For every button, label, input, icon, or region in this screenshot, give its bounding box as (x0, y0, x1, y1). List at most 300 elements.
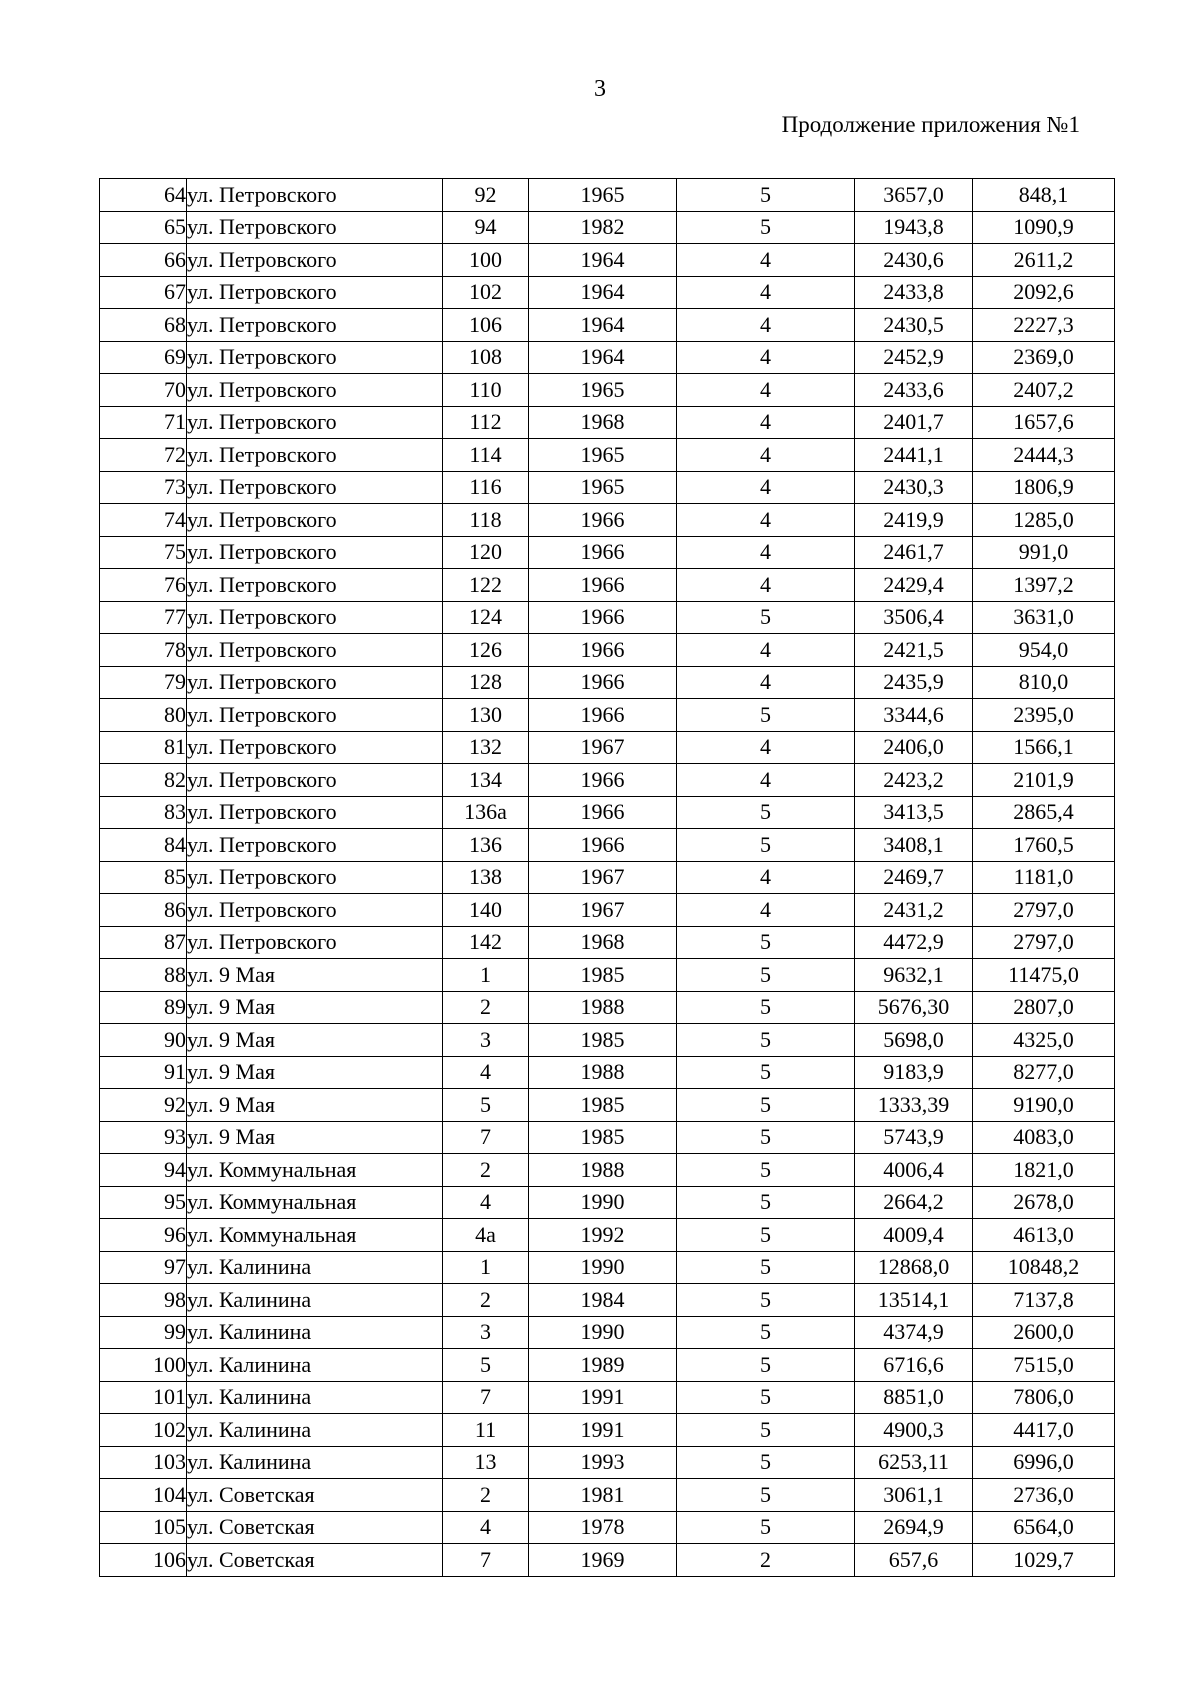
house-number-cell: 124 (443, 601, 529, 634)
row-number-cell: 86 (100, 894, 187, 927)
row-number-cell: 88 (100, 959, 187, 992)
table-row (100, 926, 1115, 959)
row-number-cell: 96 (100, 1219, 187, 1252)
floors-cell: 4 (677, 666, 855, 699)
table-row (100, 634, 1115, 667)
year-built-cell: 1988 (529, 1056, 677, 1089)
house-number-cell: 2 (443, 991, 529, 1024)
house-number-cell: 2 (443, 1284, 529, 1317)
table-row (100, 1121, 1115, 1154)
area-value-cell: 2865,4 (973, 796, 1115, 829)
row-number-cell: 98 (100, 1284, 187, 1317)
house-number-cell: 5 (443, 1089, 529, 1122)
house-number-cell: 7 (443, 1544, 529, 1577)
table-row (100, 1381, 1115, 1414)
table-row (100, 1024, 1115, 1057)
area-value-cell: 2678,0 (973, 1186, 1115, 1219)
total-area-cell: 5676,30 (855, 991, 973, 1024)
row-number-cell: 94 (100, 1154, 187, 1187)
total-area-cell: 3061,1 (855, 1479, 973, 1512)
street-cell: ул. Петровского (187, 894, 443, 927)
floors-cell: 5 (677, 1479, 855, 1512)
floors-cell: 4 (677, 569, 855, 602)
row-number-cell: 101 (100, 1381, 187, 1414)
street-cell: ул. 9 Мая (187, 1024, 443, 1057)
year-built-cell: 1965 (529, 374, 677, 407)
floors-cell: 5 (677, 1251, 855, 1284)
table-row (100, 1446, 1115, 1479)
street-cell: ул. Калинина (187, 1381, 443, 1414)
floors-cell: 4 (677, 504, 855, 537)
floors-cell: 4 (677, 536, 855, 569)
total-area-cell: 2441,1 (855, 439, 973, 472)
area-value-cell: 1566,1 (973, 731, 1115, 764)
row-number-cell: 93 (100, 1121, 187, 1154)
area-value-cell: 2736,0 (973, 1479, 1115, 1512)
house-number-cell: 106 (443, 309, 529, 342)
total-area-cell: 1943,8 (855, 211, 973, 244)
area-value-cell: 2395,0 (973, 699, 1115, 732)
year-built-cell: 1966 (529, 536, 677, 569)
row-number-cell: 100 (100, 1349, 187, 1382)
floors-cell: 2 (677, 1544, 855, 1577)
street-cell: ул. Петровского (187, 699, 443, 732)
year-built-cell: 1966 (529, 504, 677, 537)
area-value-cell: 4325,0 (973, 1024, 1115, 1057)
house-number-cell: 142 (443, 926, 529, 959)
table-row (100, 861, 1115, 894)
table-row (100, 731, 1115, 764)
appendix-continuation-heading: Продолжение приложения №1 (781, 112, 1080, 137)
table-row (100, 1056, 1115, 1089)
total-area-cell: 657,6 (855, 1544, 973, 1577)
table-row (100, 1186, 1115, 1219)
year-built-cell: 1991 (529, 1381, 677, 1414)
house-number-cell: 126 (443, 634, 529, 667)
floors-cell: 4 (677, 861, 855, 894)
house-number-cell: 128 (443, 666, 529, 699)
row-number-cell: 68 (100, 309, 187, 342)
total-area-cell: 3657,0 (855, 179, 973, 212)
total-area-cell: 3344,6 (855, 699, 973, 732)
area-value-cell: 6564,0 (973, 1511, 1115, 1544)
row-number-cell: 78 (100, 634, 187, 667)
street-cell: ул. Петровского (187, 406, 443, 439)
total-area-cell: 2469,7 (855, 861, 973, 894)
total-area-cell: 2452,9 (855, 341, 973, 374)
row-number-cell: 79 (100, 666, 187, 699)
year-built-cell: 1993 (529, 1446, 677, 1479)
row-number-cell: 74 (100, 504, 187, 537)
year-built-cell: 1964 (529, 309, 677, 342)
table-row (100, 1284, 1115, 1317)
year-built-cell: 1985 (529, 1089, 677, 1122)
area-value-cell: 2407,2 (973, 374, 1115, 407)
street-cell: ул. Петровского (187, 276, 443, 309)
row-number-cell: 97 (100, 1251, 187, 1284)
year-built-cell: 1988 (529, 1154, 677, 1187)
year-built-cell: 1985 (529, 1121, 677, 1154)
floors-cell: 5 (677, 179, 855, 212)
street-cell: ул. Петровского (187, 211, 443, 244)
area-value-cell: 4417,0 (973, 1414, 1115, 1447)
floors-cell: 5 (677, 1381, 855, 1414)
house-number-cell: 1 (443, 959, 529, 992)
house-number-cell: 136 (443, 829, 529, 862)
area-value-cell: 1657,6 (973, 406, 1115, 439)
row-number-cell: 102 (100, 1414, 187, 1447)
table-row (100, 829, 1115, 862)
area-value-cell: 1806,9 (973, 471, 1115, 504)
table-row (100, 959, 1115, 992)
total-area-cell: 2461,7 (855, 536, 973, 569)
table-row (100, 1316, 1115, 1349)
year-built-cell: 1966 (529, 699, 677, 732)
total-area-cell: 2433,8 (855, 276, 973, 309)
house-number-cell: 92 (443, 179, 529, 212)
street-cell: ул. Петровского (187, 309, 443, 342)
area-value-cell: 991,0 (973, 536, 1115, 569)
total-area-cell: 3506,4 (855, 601, 973, 634)
table-row (100, 276, 1115, 309)
house-number-cell: 7 (443, 1381, 529, 1414)
total-area-cell: 3408,1 (855, 829, 973, 862)
house-number-cell: 2 (443, 1479, 529, 1512)
street-cell: ул. Коммунальная (187, 1219, 443, 1252)
floors-cell: 5 (677, 601, 855, 634)
street-cell: ул. Петровского (187, 634, 443, 667)
house-number-cell: 4 (443, 1511, 529, 1544)
area-value-cell: 2611,2 (973, 244, 1115, 277)
floors-cell: 5 (677, 1121, 855, 1154)
total-area-cell: 9632,1 (855, 959, 973, 992)
total-area-cell: 2429,4 (855, 569, 973, 602)
row-number-cell: 105 (100, 1511, 187, 1544)
table-row (100, 1251, 1115, 1284)
house-number-cell: 4 (443, 1186, 529, 1219)
table-row (100, 406, 1115, 439)
floors-cell: 4 (677, 341, 855, 374)
total-area-cell: 2430,3 (855, 471, 973, 504)
total-area-cell: 4006,4 (855, 1154, 973, 1187)
house-number-cell: 118 (443, 504, 529, 537)
row-number-cell: 71 (100, 406, 187, 439)
street-cell: ул. Петровского (187, 244, 443, 277)
area-value-cell: 1397,2 (973, 569, 1115, 602)
year-built-cell: 1967 (529, 861, 677, 894)
table-row (100, 504, 1115, 537)
year-built-cell: 1969 (529, 1544, 677, 1577)
house-number-cell: 100 (443, 244, 529, 277)
table-row (100, 666, 1115, 699)
table-row (100, 894, 1115, 927)
total-area-cell: 2430,5 (855, 309, 973, 342)
row-number-cell: 104 (100, 1479, 187, 1512)
area-value-cell: 9190,0 (973, 1089, 1115, 1122)
area-value-cell: 2444,3 (973, 439, 1115, 472)
year-built-cell: 1984 (529, 1284, 677, 1317)
year-built-cell: 1990 (529, 1186, 677, 1219)
house-number-cell: 134 (443, 764, 529, 797)
total-area-cell: 6716,6 (855, 1349, 973, 1382)
area-value-cell: 6996,0 (973, 1446, 1115, 1479)
area-value-cell: 2600,0 (973, 1316, 1115, 1349)
house-number-cell: 2 (443, 1154, 529, 1187)
year-built-cell: 1990 (529, 1251, 677, 1284)
year-built-cell: 1966 (529, 666, 677, 699)
house-number-cell: 114 (443, 439, 529, 472)
floors-cell: 5 (677, 926, 855, 959)
total-area-cell: 2421,5 (855, 634, 973, 667)
house-number-cell: 3 (443, 1024, 529, 1057)
row-number-cell: 75 (100, 536, 187, 569)
street-cell: ул. Калинина (187, 1446, 443, 1479)
area-value-cell: 2227,3 (973, 309, 1115, 342)
row-number-cell: 85 (100, 861, 187, 894)
street-cell: ул. Советская (187, 1479, 443, 1512)
area-value-cell: 1821,0 (973, 1154, 1115, 1187)
total-area-cell: 4009,4 (855, 1219, 973, 1252)
house-number-cell: 132 (443, 731, 529, 764)
row-number-cell: 91 (100, 1056, 187, 1089)
area-value-cell: 10848,2 (973, 1251, 1115, 1284)
area-value-cell: 2092,6 (973, 276, 1115, 309)
year-built-cell: 1992 (529, 1219, 677, 1252)
floors-cell: 5 (677, 1316, 855, 1349)
year-built-cell: 1964 (529, 244, 677, 277)
floors-cell: 4 (677, 634, 855, 667)
street-cell: ул. Петровского (187, 471, 443, 504)
street-cell: ул. Петровского (187, 179, 443, 212)
year-built-cell: 1965 (529, 471, 677, 504)
street-cell: ул. Петровского (187, 731, 443, 764)
floors-cell: 5 (677, 1349, 855, 1382)
table-row (100, 1544, 1115, 1577)
row-number-cell: 82 (100, 764, 187, 797)
total-area-cell: 12868,0 (855, 1251, 973, 1284)
street-cell: ул. Петровского (187, 374, 443, 407)
area-value-cell: 848,1 (973, 179, 1115, 212)
house-number-cell: 1 (443, 1251, 529, 1284)
table-row (100, 1349, 1115, 1382)
area-value-cell: 7137,8 (973, 1284, 1115, 1317)
year-built-cell: 1989 (529, 1349, 677, 1382)
total-area-cell: 4374,9 (855, 1316, 973, 1349)
table-row (100, 536, 1115, 569)
year-built-cell: 1981 (529, 1479, 677, 1512)
street-cell: ул. Петровского (187, 536, 443, 569)
table-row (100, 341, 1115, 374)
year-built-cell: 1991 (529, 1414, 677, 1447)
row-number-cell: 66 (100, 244, 187, 277)
row-number-cell: 72 (100, 439, 187, 472)
house-number-cell: 11 (443, 1414, 529, 1447)
table-row (100, 796, 1115, 829)
row-number-cell: 99 (100, 1316, 187, 1349)
row-number-cell: 90 (100, 1024, 187, 1057)
street-cell: ул. Петровского (187, 764, 443, 797)
total-area-cell: 2433,6 (855, 374, 973, 407)
total-area-cell: 2401,7 (855, 406, 973, 439)
area-value-cell: 810,0 (973, 666, 1115, 699)
table-row (100, 471, 1115, 504)
row-number-cell: 87 (100, 926, 187, 959)
area-value-cell: 1029,7 (973, 1544, 1115, 1577)
floors-cell: 4 (677, 731, 855, 764)
table-row (100, 601, 1115, 634)
street-cell: ул. 9 Мая (187, 959, 443, 992)
table-row (100, 991, 1115, 1024)
table-row (100, 211, 1115, 244)
year-built-cell: 1988 (529, 991, 677, 1024)
floors-cell: 5 (677, 1024, 855, 1057)
area-value-cell: 954,0 (973, 634, 1115, 667)
table-row (100, 244, 1115, 277)
floors-cell: 4 (677, 309, 855, 342)
area-value-cell: 1760,5 (973, 829, 1115, 862)
row-number-cell: 106 (100, 1544, 187, 1577)
street-cell: ул. Калинина (187, 1349, 443, 1382)
area-value-cell: 2101,9 (973, 764, 1115, 797)
floors-cell: 5 (677, 1056, 855, 1089)
page-number: 3 (594, 76, 606, 102)
area-value-cell: 1285,0 (973, 504, 1115, 537)
area-value-cell: 2797,0 (973, 926, 1115, 959)
floors-cell: 5 (677, 1219, 855, 1252)
area-value-cell: 2369,0 (973, 341, 1115, 374)
area-value-cell: 7515,0 (973, 1349, 1115, 1382)
row-number-cell: 64 (100, 179, 187, 212)
row-number-cell: 73 (100, 471, 187, 504)
house-number-cell: 116 (443, 471, 529, 504)
street-cell: ул. 9 Мая (187, 991, 443, 1024)
floors-cell: 5 (677, 829, 855, 862)
total-area-cell: 5698,0 (855, 1024, 973, 1057)
house-number-cell: 108 (443, 341, 529, 374)
floors-cell: 4 (677, 471, 855, 504)
total-area-cell: 2664,2 (855, 1186, 973, 1219)
year-built-cell: 1966 (529, 634, 677, 667)
street-cell: ул. Советская (187, 1544, 443, 1577)
area-value-cell: 11475,0 (973, 959, 1115, 992)
total-area-cell: 3413,5 (855, 796, 973, 829)
table-row (100, 1511, 1115, 1544)
row-number-cell: 84 (100, 829, 187, 862)
row-number-cell: 76 (100, 569, 187, 602)
total-area-cell: 1333,39 (855, 1089, 973, 1122)
house-number-cell: 3 (443, 1316, 529, 1349)
area-value-cell: 8277,0 (973, 1056, 1115, 1089)
year-built-cell: 1985 (529, 1024, 677, 1057)
floors-cell: 5 (677, 1446, 855, 1479)
year-built-cell: 1982 (529, 211, 677, 244)
house-number-cell: 120 (443, 536, 529, 569)
table-row (100, 1219, 1115, 1252)
total-area-cell: 5743,9 (855, 1121, 973, 1154)
year-built-cell: 1966 (529, 601, 677, 634)
floors-cell: 4 (677, 374, 855, 407)
table-row (100, 1414, 1115, 1447)
street-cell: ул. Петровского (187, 666, 443, 699)
year-built-cell: 1966 (529, 829, 677, 862)
total-area-cell: 2431,2 (855, 894, 973, 927)
floors-cell: 4 (677, 894, 855, 927)
year-built-cell: 1964 (529, 341, 677, 374)
house-number-cell: 102 (443, 276, 529, 309)
house-number-cell: 7 (443, 1121, 529, 1154)
house-number-cell: 4а (443, 1219, 529, 1252)
table-row (100, 1479, 1115, 1512)
area-value-cell: 2807,0 (973, 991, 1115, 1024)
total-area-cell: 4472,9 (855, 926, 973, 959)
house-number-cell: 110 (443, 374, 529, 407)
year-built-cell: 1966 (529, 796, 677, 829)
floors-cell: 4 (677, 406, 855, 439)
house-number-cell: 130 (443, 699, 529, 732)
year-built-cell: 1968 (529, 406, 677, 439)
year-built-cell: 1968 (529, 926, 677, 959)
table-row (100, 1154, 1115, 1187)
house-number-cell: 138 (443, 861, 529, 894)
floors-cell: 5 (677, 1186, 855, 1219)
total-area-cell: 2430,6 (855, 244, 973, 277)
row-number-cell: 83 (100, 796, 187, 829)
row-number-cell: 70 (100, 374, 187, 407)
row-number-cell: 80 (100, 699, 187, 732)
house-number-cell: 94 (443, 211, 529, 244)
row-number-cell: 95 (100, 1186, 187, 1219)
floors-cell: 5 (677, 211, 855, 244)
total-area-cell: 2423,2 (855, 764, 973, 797)
house-number-cell: 140 (443, 894, 529, 927)
area-value-cell: 2797,0 (973, 894, 1115, 927)
row-number-cell: 69 (100, 341, 187, 374)
house-number-cell: 136а (443, 796, 529, 829)
floors-cell: 4 (677, 764, 855, 797)
area-value-cell: 4613,0 (973, 1219, 1115, 1252)
street-cell: ул. 9 Мая (187, 1056, 443, 1089)
street-cell: ул. Петровского (187, 504, 443, 537)
year-built-cell: 1978 (529, 1511, 677, 1544)
total-area-cell: 6253,11 (855, 1446, 973, 1479)
street-cell: ул. Калинина (187, 1284, 443, 1317)
year-built-cell: 1985 (529, 959, 677, 992)
row-number-cell: 92 (100, 1089, 187, 1122)
housing-registry-table (99, 178, 1115, 1577)
street-cell: ул. Советская (187, 1511, 443, 1544)
street-cell: ул. Петровского (187, 601, 443, 634)
table-row (100, 374, 1115, 407)
year-built-cell: 1967 (529, 731, 677, 764)
house-number-cell: 112 (443, 406, 529, 439)
floors-cell: 5 (677, 1284, 855, 1317)
area-value-cell: 7806,0 (973, 1381, 1115, 1414)
table-row (100, 309, 1115, 342)
total-area-cell: 2435,9 (855, 666, 973, 699)
row-number-cell: 77 (100, 601, 187, 634)
table-row (100, 179, 1115, 212)
street-cell: ул. Петровского (187, 861, 443, 894)
floors-cell: 4 (677, 439, 855, 472)
row-number-cell: 81 (100, 731, 187, 764)
total-area-cell: 8851,0 (855, 1381, 973, 1414)
row-number-cell: 103 (100, 1446, 187, 1479)
street-cell: ул. Коммунальная (187, 1186, 443, 1219)
floors-cell: 5 (677, 1414, 855, 1447)
total-area-cell: 9183,9 (855, 1056, 973, 1089)
street-cell: ул. Коммунальная (187, 1154, 443, 1187)
year-built-cell: 1966 (529, 569, 677, 602)
